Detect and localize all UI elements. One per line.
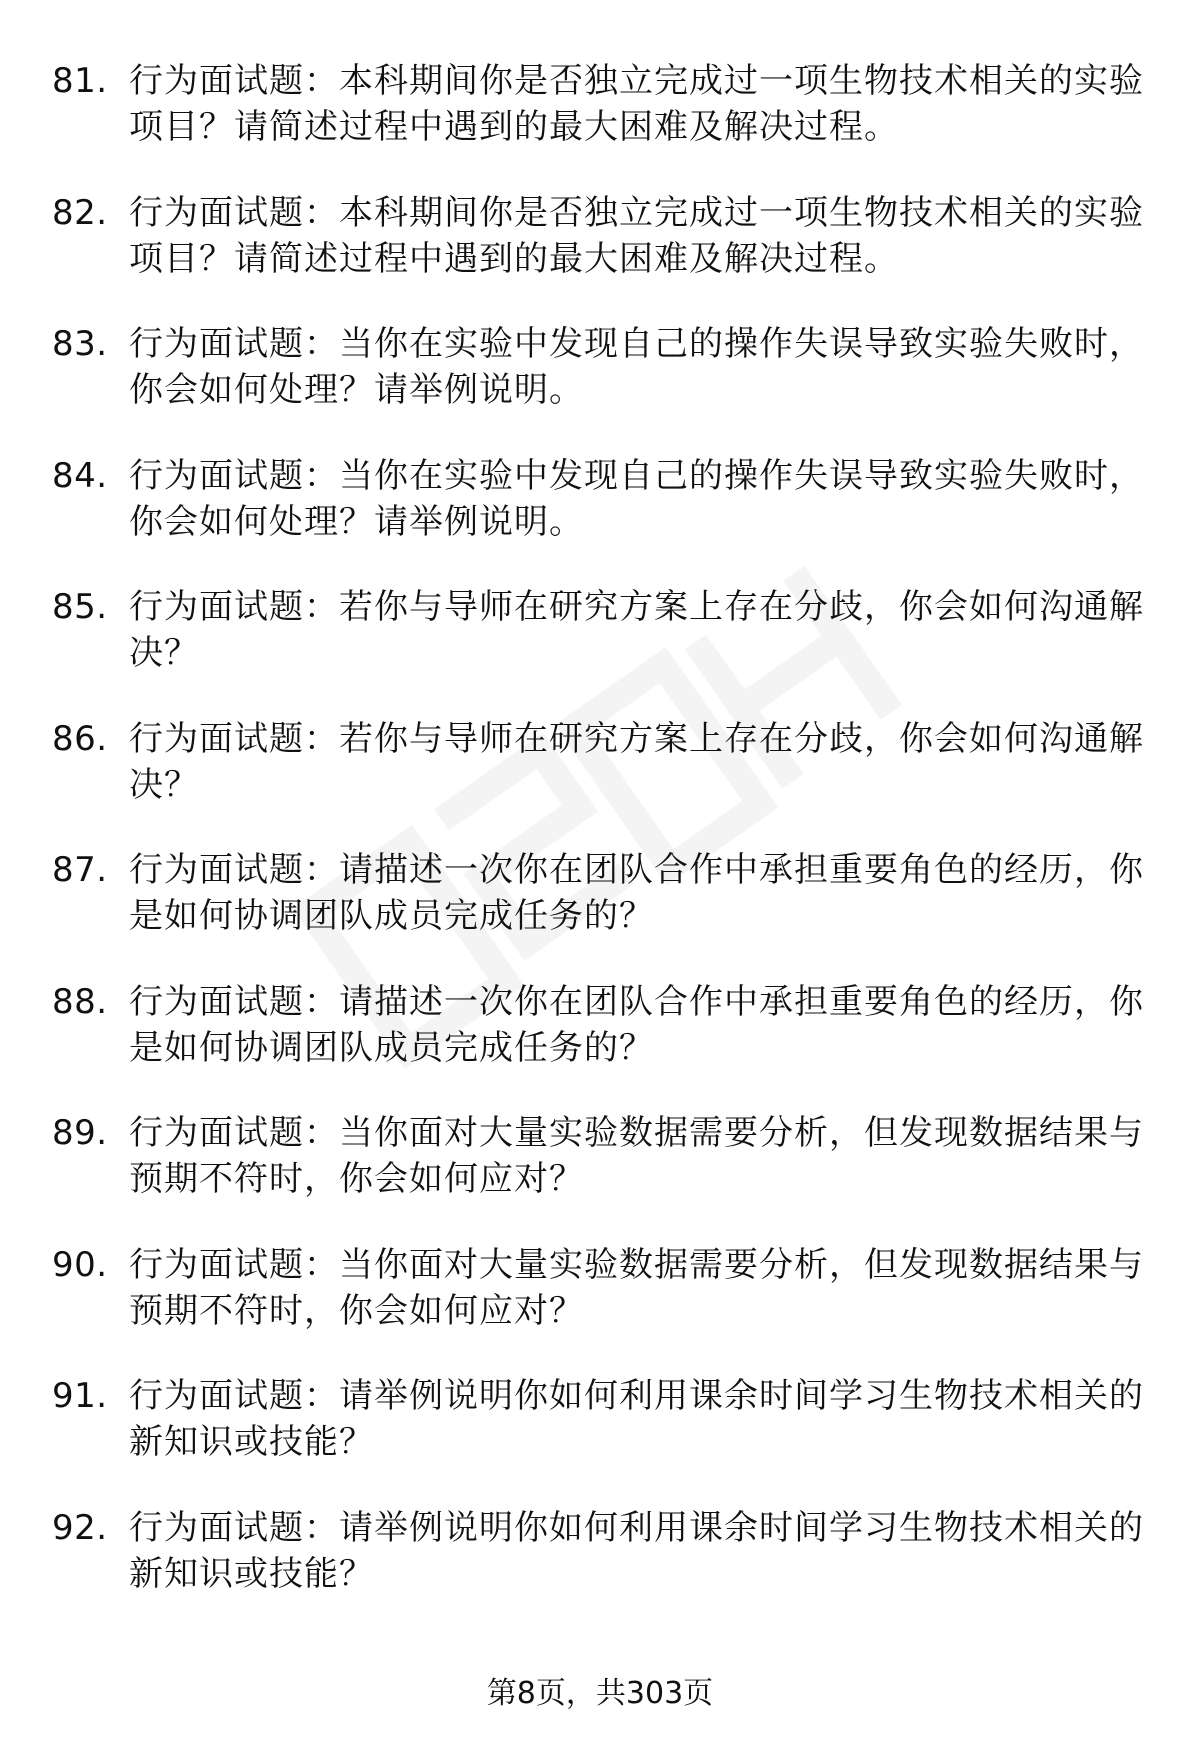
list-item bbox=[0, 58, 1200, 190]
question-number: 82. bbox=[52, 192, 108, 233]
question-text: 行为面试题：本科期间你是否独立完成过一项生物技术相关的实验项目？请简述过程中遇到的最大困难及解决过程。 bbox=[129, 192, 1144, 279]
question-number: 88. bbox=[52, 981, 108, 1022]
list-item bbox=[0, 1505, 1200, 1637]
list-item bbox=[0, 453, 1200, 585]
question-list bbox=[0, 58, 1200, 1636]
question-text: 行为面试题：当你在实验中发现自己的操作失误导致实验失败时，你会如何处理？请举例说明。 bbox=[129, 324, 1144, 410]
question-text: 行为面试题：当你在实验中发现自己的操作失误导致实验失败时，你会如何处理？请举例说明。 bbox=[129, 455, 1144, 542]
question-number: 89. bbox=[52, 1113, 108, 1153]
list-item bbox=[0, 1373, 1200, 1505]
page-footer: 第8页，共303页 bbox=[486, 1676, 714, 1711]
list-item bbox=[0, 1110, 1200, 1242]
question-number: 91. bbox=[52, 1376, 108, 1416]
list-item bbox=[0, 1242, 1200, 1374]
question-text: 行为面试题：若你与导师在研究方案上存在分歧，你会如何沟通解决？ bbox=[129, 718, 1144, 805]
question-number: 90. bbox=[52, 1244, 108, 1285]
question-text: 行为面试题：请描述一次你在团队合作中承担重要角色的经历，你是如何协调团队成员完成任务的？ bbox=[129, 850, 1144, 936]
list-item bbox=[0, 979, 1200, 1111]
list-item bbox=[0, 716, 1200, 848]
question-text: 行为面试题：请描述一次你在团队合作中承担重要角色的经历，你是如何协调团队成员完成任务的？ bbox=[129, 981, 1144, 1068]
question-number: 92. bbox=[52, 1507, 108, 1548]
question-text: 行为面试题：若你与导师在研究方案上存在分歧，你会如何沟通解决？ bbox=[129, 587, 1144, 673]
question-number: 84. bbox=[52, 455, 108, 496]
question-text: 行为面试题：请举例说明你如何利用课余时间学习生物技术相关的新知识或技能？ bbox=[129, 1376, 1144, 1462]
list-item bbox=[0, 847, 1200, 979]
question-number: 85. bbox=[52, 587, 108, 627]
list-item bbox=[0, 584, 1200, 716]
question-text: 行为面试题：当你面对大量实验数据需要分析，但发现数据结果与预期不符时，你会如何应对？ bbox=[129, 1244, 1144, 1331]
question-text: 行为面试题：请举例说明你如何利用课余时间学习生物技术相关的新知识或技能？ bbox=[129, 1507, 1144, 1594]
list-item bbox=[0, 190, 1200, 322]
question-number: 83. bbox=[52, 324, 108, 364]
list-item bbox=[0, 321, 1200, 453]
question-number: 87. bbox=[52, 850, 108, 890]
question-number: 86. bbox=[52, 718, 108, 759]
question-number: 81. bbox=[52, 61, 108, 101]
question-text: 行为面试题：本科期间你是否独立完成过一项生物技术相关的实验项目？请简述过程中遇到的最大困难及解决过程。 bbox=[129, 61, 1144, 147]
question-text: 行为面试题：当你面对大量实验数据需要分析，但发现数据结果与预期不符时，你会如何应对？ bbox=[129, 1113, 1144, 1199]
